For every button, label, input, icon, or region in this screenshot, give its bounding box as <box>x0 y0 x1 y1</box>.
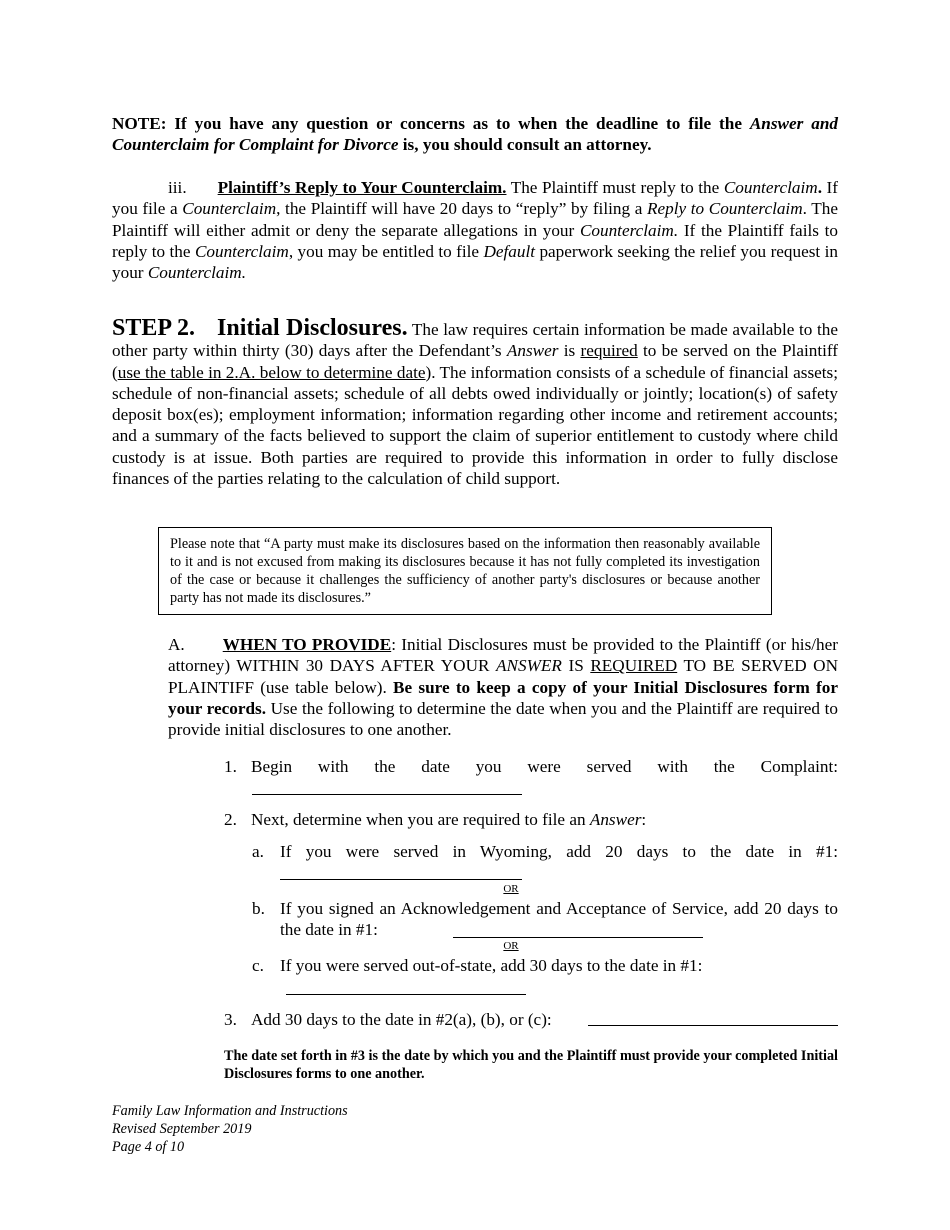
reply-text: . <box>817 178 822 197</box>
quote-text: Please note that “A party must make its disclosures based on the information then reasonably available to it and is not excused from making its disclosures because it has not fully completed its investigation of the case or because it challenges the sufficiency of another party's disclosures or because another party has not made its disclosures.” <box>170 536 760 606</box>
section-a-text: IS <box>561 656 591 676</box>
reply-heading: Plaintiff’s Reply to Your Counterclaim. <box>217 178 507 197</box>
reply-paragraph <box>112 177 838 283</box>
step2-underlined: use the table in 2.A. below to determine date <box>117 362 426 382</box>
footer-page-number: Page 4 of 10 <box>112 1139 185 1155</box>
item-2c-letter: c. <box>252 956 264 975</box>
section-a-letter: A. <box>168 635 185 654</box>
section-a-underlined: REQUIRED <box>590 656 678 676</box>
reply-text: The Plaintiff must reply to the <box>506 178 724 197</box>
item-3-text: Add 30 days to the date in #2(a), (b), or (c): <box>251 1010 552 1029</box>
step2-term: Answer <box>506 341 559 361</box>
reply-number: iii. <box>168 178 187 197</box>
section-a-text: Use the following to determine the date when you and the Plaintiff are required to provide initial disclosures to one another. <box>168 698 839 740</box>
reply-text: If you file a <box>112 178 838 219</box>
note-text-end: is, you should consult an attorney. <box>398 135 652 155</box>
section-a-term: ANSWER <box>496 656 562 676</box>
reply-text: paperwork seeking the relief you request in your <box>112 241 838 283</box>
item-2-text-a: Next, determine when you are required to file an <box>251 810 590 829</box>
step2-title: Initial Disclosures. <box>217 315 408 341</box>
item-2-text <box>251 809 838 830</box>
section-a-paragraph <box>168 634 838 740</box>
item-2a-blank[interactable] <box>280 865 522 880</box>
note-text: NOTE: If you have any question or concerns as to when the deadline to file the <box>112 114 750 133</box>
step2-underlined: required <box>580 341 638 361</box>
step2-paragraph <box>112 315 839 489</box>
item-1-blank[interactable] <box>252 780 522 795</box>
section-a-text: : Initial Disclosures must be provided to the Plaintiff (or his/her attorney) WITHIN 30 DAYS AFTER YOUR <box>168 635 838 676</box>
item-1-number: 1. <box>224 757 237 776</box>
reply-term: Counterclaim <box>723 178 818 197</box>
item-2-term: Answer <box>589 810 642 829</box>
quote-box <box>158 527 772 615</box>
note-paragraph <box>112 113 838 156</box>
reply-term: Default <box>483 241 536 261</box>
reply-text: . The Plaintiff will either admit or deny the separate allegations in your <box>112 199 838 240</box>
item-2b-blank[interactable] <box>453 923 703 938</box>
item-2a-letter: a. <box>252 842 264 861</box>
item-1-text: Begin with the date you were served with the Complaint: <box>251 757 838 776</box>
footer-revision: Revised September 2019 <box>112 1121 252 1137</box>
note-form-title: Answer and Counterclaim for Complaint for Divorce <box>112 114 838 155</box>
step2-text: to be served on the Plaintiff ( <box>112 341 839 382</box>
item-2b-letter: b. <box>252 899 265 918</box>
item-3-blank[interactable] <box>588 1011 838 1026</box>
item-2-number: 2. <box>224 810 237 829</box>
page-footer <box>112 1102 512 1156</box>
item-2c-text: If you were served out-of-state, add 30 days to the date in #1: <box>280 956 703 975</box>
section-a-heading: WHEN TO PROVIDE <box>222 635 392 654</box>
step2-text: ). The information consists of a schedule of financial assets; schedule of non-financial assets; schedule of all debts owed individually or jointly; location(s) of safety deposit box(es); employment information; information regarding other income and retirement accounts; and a summary of the facts believed to support the claim of superior entitlement to custody where child custody is at issue. Both parties are required to provide this information in order to fully disclose finances of the parties relating to the calculation of child support. <box>112 362 839 489</box>
step2-text: The law requires certain information be made available to the other party within thirty (30) days after the Defendant’s <box>112 320 838 361</box>
item-2a-text: If you were served in Wyoming, add 20 days to the date in #1: <box>280 842 838 861</box>
item-2b-text: If you signed an Acknowledgement and Acceptance of Service, add 20 days to the date in #1: <box>280 899 838 940</box>
reply-term: Counterclaim <box>194 241 289 261</box>
section-a-text: TO BE SERVED ON PLAINTIFF (use table below). <box>168 656 838 697</box>
reply-text: , you may be entitled to file <box>288 241 484 261</box>
reply-term: Counterclaim <box>182 199 277 219</box>
item-3-number: 3. <box>224 1010 237 1029</box>
reply-term: Reply to Counterclaim <box>646 199 803 219</box>
or-separator-1: OR <box>503 883 519 895</box>
section-a-bold: Be sure to keep a copy of your Initial Disclosures form for your records. <box>168 677 839 718</box>
reply-text: , the Plaintiff will have 20 days to “reply” by filing a <box>276 199 647 219</box>
reply-term: Counterclaim. <box>147 263 246 283</box>
or-separator-2: OR <box>503 940 519 952</box>
footer-title: Family Law Information and Instructions <box>112 1103 348 1119</box>
step2-label: STEP 2. <box>112 315 196 341</box>
step2-text: is <box>558 341 581 361</box>
item-2-text-c: : <box>641 810 647 829</box>
reply-term: Counterclaim. <box>579 220 679 240</box>
item-2c-blank[interactable] <box>286 980 526 995</box>
final-note: The date set forth in #3 is the date by which you and the Plaintiff must provide your completed Initial Disclosures forms to one another. <box>224 1048 838 1082</box>
reply-text: If the Plaintiff fails to reply to the <box>112 220 838 261</box>
